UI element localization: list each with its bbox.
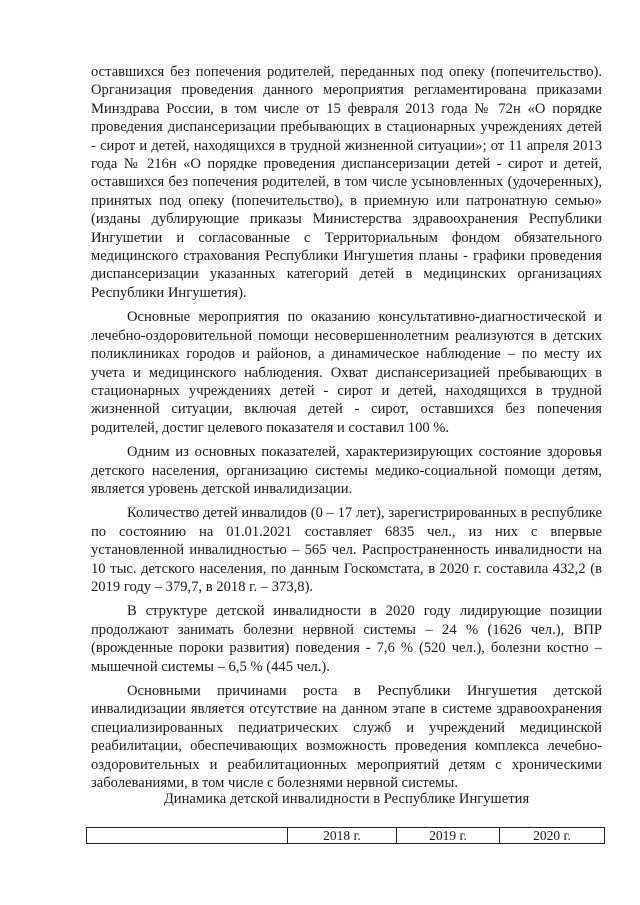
paragraph-4: Количество детей инвалидов (0 – 17 лет), зарегистрированных в республике по состоянию на 01.01.2021 составляет 6835 чел., из них с впервые установленной инвалидностью – 565 чел. Распространенность инвалидности на 10 тыс. детского населения, по данным Госкомстата, в 2020 г. составила 432,2 (в 2019 году – 379,7, в 2018 г. – 373,8).	[91, 505, 602, 595]
header-cell-label	[87, 828, 288, 844]
header-cell-2018: 2018 г.	[288, 828, 397, 844]
table-header-row	[87, 828, 605, 844]
paragraph-5: В структуре детской инвалидности в 2020 году лидирующие позиции продолжают занимать болезни нервной системы – 24 % (1626 чел.), ВПР (врожденные пороки развития) поведения - 7,6 % (520 чел.), болезни костно – мышечной системы – 6,5 % (445 чел.).	[91, 603, 602, 675]
body-text	[91, 63, 602, 792]
paragraph-1: оставшихся без попечения родителей, переданных под опеку (попечительство). Организация проведения данного мероприятия регламентирована приказами Минздрава России, в том числе от 15 февраля 2013 года № 72н «О порядке проведения диспансеризации пребывающих в стационарных учреждениях детей - сирот и детей, находящихся в трудной жизненной ситуации»; от 11 апреля 2013 года № 216н «О порядке проведения диспансеризации детей - сирот и детей, оставшихся без попечения родителей, в том числе усыновленных (удочеренных), принятых под опеку (попечительство), в приемную или патронатную семью» (изданы дублирующие приказы Министерства здравоохранения Республики Ингушетии и согласованные с Территориальным фондом обязательного медицинского страхования Республики Ингушетия планы - графики проведения диспансеризации указанных категорий детей в медицинских организациях Республики Ингушетия).	[91, 64, 602, 301]
header-cell-2020: 2020 г.	[500, 828, 605, 844]
paragraph-3: Одним из основных показателей, характеризирующих состояние здоровья детского населения, организацию системы медико-социальной помощи детям, является уровень детской инвалидизации.	[91, 444, 602, 497]
header-cell-2019: 2019 г.	[397, 828, 500, 844]
paragraph-6: Основными причинами роста в Республики Ингушетия детской инвалидизации является отсутствие на данном этапе в системе здравоохранения специализированных педиатрических служб и учреждений медицинской реабилитации, обеспечивающих возможность проведения комплекса лечебно-оздоровительных и реабилитационных мероприятий детям с хроническими заболеваниями, в том числе с болезнями нервной системы.	[91, 683, 602, 792]
paragraph-2: Основные мероприятия по оказанию консультативно-диагностической и лечебно-оздоровительной помощи несовершеннолетним реализуются в детских поликлиниках городов и районов, а динамическое наблюдение – по месту их учета и медицинского наблюдения. Охват диспансеризацией пребывающих в стационарных учреждениях детей - сирот и детей, находящихся в трудной жизненной ситуации, включая детей - сирот, оставшихся без попечения родителей, достиг целевого показателя и составил 100 %.	[91, 309, 602, 436]
table-caption: Динамика детской инвалидности в Республике Ингушетия	[163, 791, 530, 807]
disability-dynamics-table	[86, 827, 605, 844]
